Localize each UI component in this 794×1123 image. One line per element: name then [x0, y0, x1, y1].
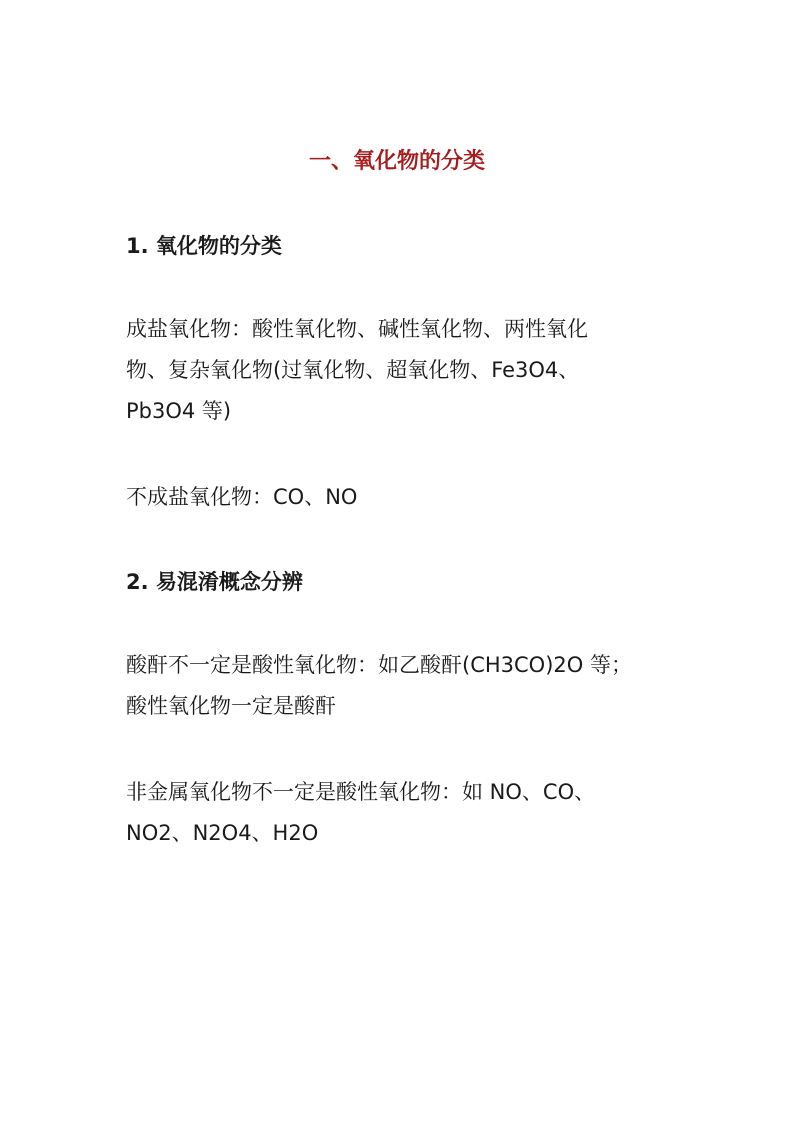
- text-line: 酸酐不一定是酸性氧化物：如乙酸酐(CH3CO)2O 等；: [126, 653, 632, 677]
- text-line: 成盐氧化物：酸性氧化物、碱性氧化物、两性氧化: [126, 317, 588, 341]
- text-line: 不成盐氧化物：CO、NO: [126, 485, 358, 509]
- paragraph-acid-anhydride: [126, 645, 664, 727]
- text-line: Pb3O4 等): [126, 399, 232, 423]
- text-line: 酸性氧化物一定是酸酐: [126, 694, 336, 718]
- paragraph-nonmetal-oxides: [126, 772, 656, 854]
- text-line: 物、复杂氧化物(过氧化物、超氧化物、Fe3O4、: [126, 358, 580, 382]
- paragraph-non-salt-forming-oxides: [126, 477, 656, 518]
- page-title: 一、氧化物的分类: [308, 149, 485, 174]
- section-heading-2: 2. 易混淆概念分辨: [126, 570, 303, 594]
- section-heading-1: 1. 氧化物的分类: [126, 234, 282, 258]
- paragraph-salt-forming-oxides: [126, 309, 656, 432]
- text-line: NO2、N2O4、H2O: [126, 821, 319, 845]
- text-line: 非金属氧化物不一定是酸性氧化物：如 NO、CO、: [126, 780, 596, 804]
